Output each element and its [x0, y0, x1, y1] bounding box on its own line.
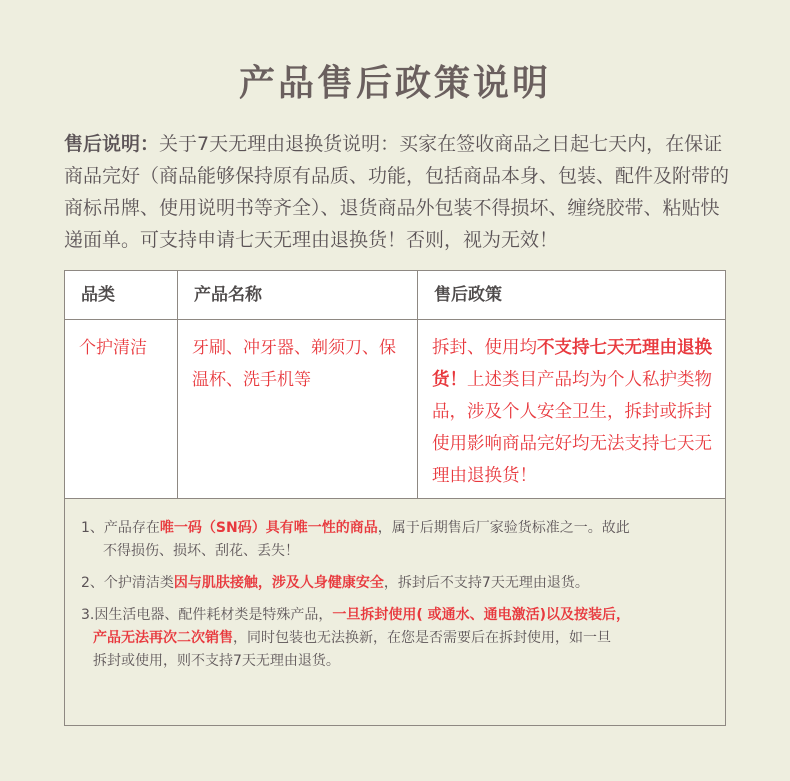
intro-paragraph [64, 128, 730, 256]
note-1-highlight: 唯一码（SN码）具有唯一性的商品 [159, 520, 378, 536]
note-3-text-a: 3.因生活电器、配件耗材类是特殊产品， [81, 607, 333, 623]
cell-category: 个护清洁 [65, 320, 178, 498]
note-1-text-d: 不得损伤、损坏、刮花、丢失！ [103, 543, 299, 559]
note-3-text-e: 拆封或使用，则不支持7天无理由退货。 [93, 653, 340, 669]
policy-table [64, 270, 726, 726]
note-2-text-a: 2、个护清洁类 [81, 575, 174, 591]
note-1-text-a: 1、产品存在 [81, 520, 160, 536]
note-3-highlight-1: 一旦拆封使用( 或通水、通电激活)以及按装后， [332, 607, 631, 623]
page-title: 产品售后政策说明 [238, 63, 551, 104]
header-product-name: 产品名称 [178, 271, 418, 319]
intro-lead: 售后说明： [64, 133, 160, 155]
cell-products: 牙刷、冲牙器、剃须刀、保温杯、洗手机等 [178, 320, 418, 498]
table-header-row [65, 271, 725, 320]
note-2-text-c: ，拆封后不支持7天无理由退货。 [383, 575, 589, 591]
policy-post: 上述类目产品均为个人私护类物品，涉及个人安全卫生，拆封或拆封使用影响商品完好均无法支持七天无理由退换货！ [432, 370, 712, 486]
policy-pre: 拆封、使用均 [432, 338, 537, 358]
table-row [65, 320, 725, 499]
note-1-text-c: ，属于后期售后厂家验货标准之一。故此 [377, 520, 630, 536]
note-2 [81, 572, 709, 595]
cell-policy [418, 320, 725, 498]
note-3 [81, 604, 709, 673]
note-2-highlight: 因与肌肤接触，涉及人身健康安全 [173, 575, 384, 591]
note-1 [81, 517, 709, 563]
intro-text: 关于7天无理由退换货说明：买家在签收商品之日起七天内，在保证商品完好（商品能够保持原有品质、功能，包括商品本身、包装、配件及附带的商标吊牌、使用说明书等齐全）、退货商品外包装不得损坏、缠绕胶带、粘贴快递面单。可支持申请七天无理由退换货！否则，视为无效！ [64, 133, 730, 251]
note-3-text-d: ，同时包装也无法换新，在您是否需要后在拆封使用，如一旦 [233, 630, 611, 646]
header-policy: 售后政策 [434, 285, 502, 305]
notes-section [65, 499, 725, 725]
note-3-highlight-2: 产品无法再次二次销售 [93, 630, 233, 646]
header-category: 品类 [65, 271, 178, 319]
policy-strong: 不支持七天无理由退换货！ [432, 338, 712, 390]
